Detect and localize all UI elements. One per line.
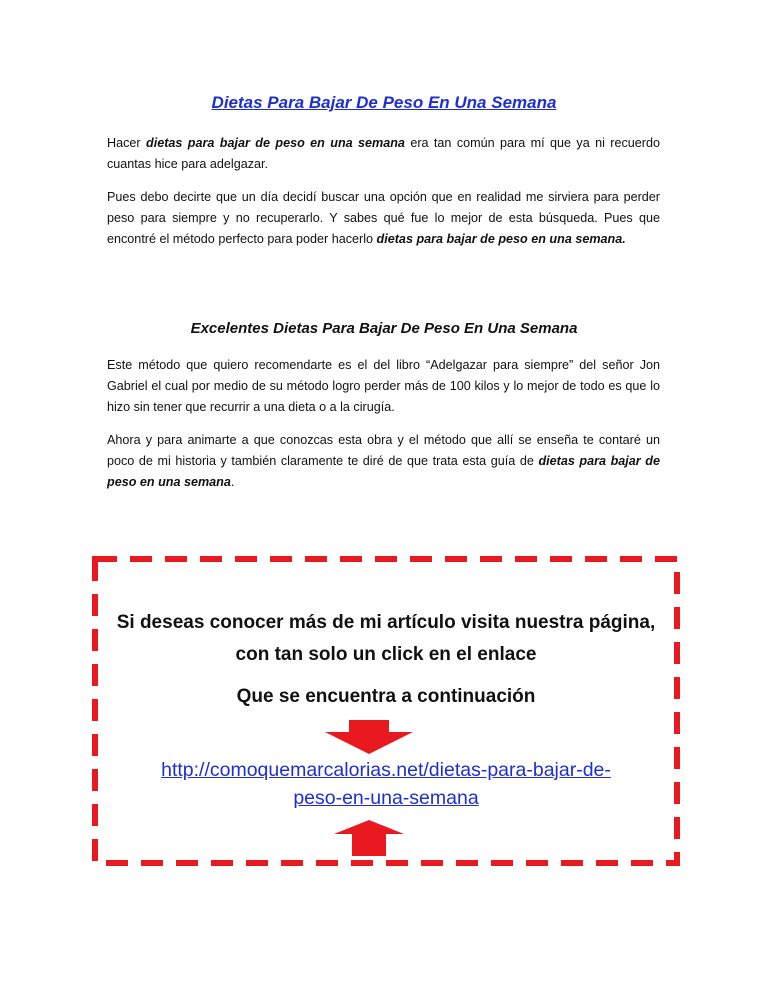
- up-arrow-icon: [334, 820, 404, 856]
- bold-keyword: dietas para bajar de peso en una semana.: [376, 232, 626, 246]
- article-link[interactable]: [92, 756, 680, 812]
- intro-paragraph-2: [107, 187, 660, 250]
- link-line-2[interactable]: peso-en-una-semana: [293, 787, 479, 809]
- text-span: .: [230, 475, 235, 489]
- text-span: Ahora y para animarte a que conozcas esta obra y el método que allí se enseña te contaré un poco de mi historia y también claramente te diré de que trata esta guía de: [107, 433, 660, 468]
- text-span: Pues debo decirte que un día decidí buscar una opción que en realidad me sirviera para perder peso para siempre y no recuperarlo. Y sabes qué fue lo mejor de esta búsqueda. Pues que encontré el método perfecto para poder hacerlo: [107, 190, 660, 246]
- cta-line-1: Si deseas conocer más de mi artículo visita nuestra página,: [116, 612, 656, 633]
- bold-keyword: dietas para bajar de peso en una semana: [146, 136, 405, 150]
- section-paragraph-2: [107, 430, 660, 493]
- section-paragraph-1: Este método que quiero recomendarte es el del libro “Adelgazar para siempre” del señor Jon Gabriel el cual por medio de su método logro perder más de 100 kilos y lo mejor de todo es que lo hizo sin tener que recurrir a una dieta o a la cirugía.: [107, 358, 660, 414]
- cta-line-2: con tan solo un click en el enlace: [235, 644, 537, 665]
- call-to-action-box: [92, 556, 680, 866]
- intro-paragraph-1: [107, 133, 660, 175]
- text-span: era tan común para mí que ya ni recuerdo cuantas hice para adelgazar.: [107, 136, 661, 171]
- cta-line-3: Que se encuentra a continuación: [236, 686, 536, 707]
- bold-keyword: dietas para bajar de peso en una semana: [107, 454, 660, 489]
- section-title: Excelentes Dietas Para Bajar De Peso En Una Semana: [190, 320, 578, 337]
- page-title[interactable]: Dietas Para Bajar De Peso En Una Semana: [211, 93, 557, 112]
- link-line-1[interactable]: http://comoquemarcalorias.net/dietas-para-bajar-de-: [161, 759, 611, 781]
- down-arrow-icon: [325, 720, 413, 754]
- text-span: Hacer: [107, 136, 146, 150]
